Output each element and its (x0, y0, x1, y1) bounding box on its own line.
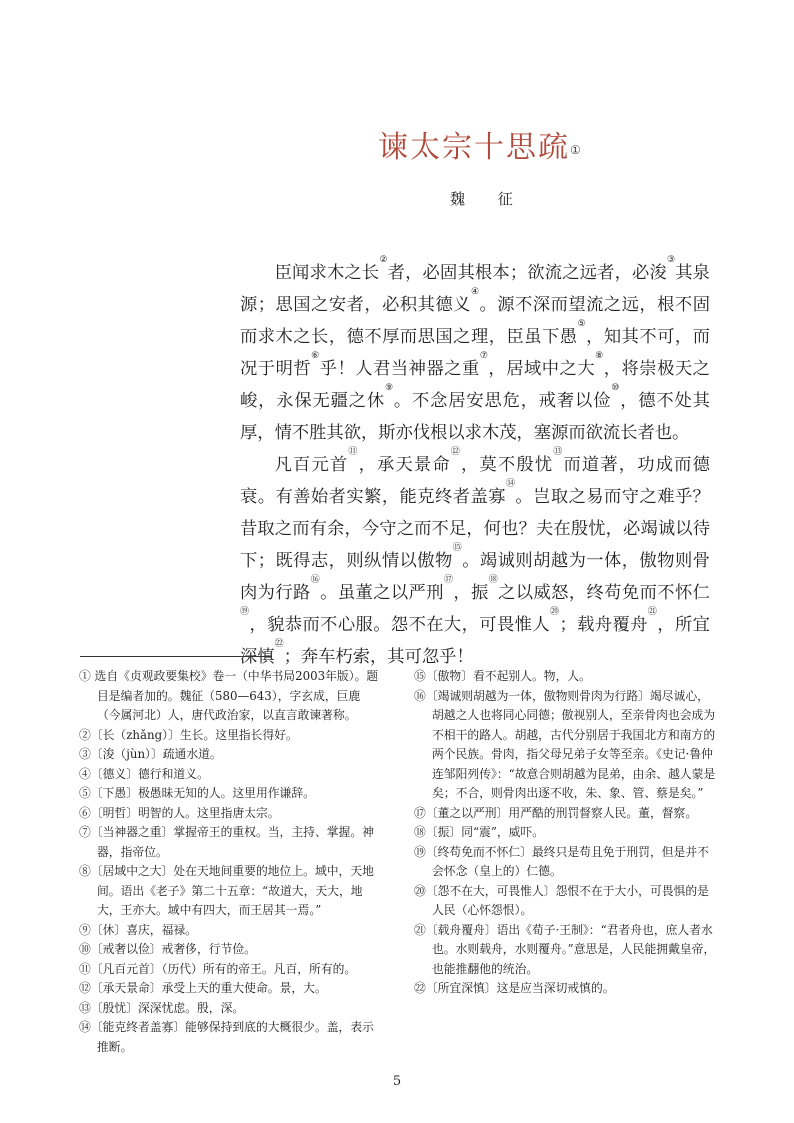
text-run: 而道著，功成而德衰。有善始者实繁，能克终者盖寡 (240, 455, 710, 507)
footnote-mark: ⑱ (488, 575, 499, 585)
footnote: ① 选自《贞观政要集校》卷一（中华书局2003年版）。题目是编者加的。魏征（580—643），字玄成，巨鹿（今属河北）人，唐代政治家，以直言敢谏著称。 (79, 669, 379, 722)
footnote: ⑫〔承天景命〕承受上天的重大使命。景，大。 (79, 981, 327, 995)
essay-body (240, 257, 710, 673)
footnote: ⑧〔居域中之大〕处在天地间重要的地位上。域中，天地间。语出《老子》第二十五章：“故道大，天大，地大，王亦大。域中有四大，而王居其一焉。” (79, 864, 374, 917)
footnote: ⑰〔董之以严刑〕用严酷的刑罚督察人民。董，督察。 (414, 805, 698, 820)
footnote-mark: ⑭ (505, 479, 516, 489)
essay-title-text: 谏太宗十思疏 (378, 130, 570, 165)
footnote: ⑲〔终苟免而不怀仁〕最终只是苟且免于刑罚，但是并不会怀念（皇上的）仁德。 (414, 844, 709, 878)
paragraph-2 (240, 449, 710, 673)
footnote-mark: ⑮ (452, 543, 463, 553)
text-run: 。竭诚则胡越为一体，傲物则骨肉为行路 (240, 551, 710, 603)
text-run: 其泉源；思国之安者，必积其德义 (240, 263, 710, 315)
author-name: 魏 征 (450, 190, 527, 208)
text-run: ，德不处其厚，情不胜其欲，斯亦伐根以求木茂，塞源而欲流长者也。 (240, 391, 710, 443)
footnote: ⑳〔怨不在大，可畏惟人〕怨恨不在于大小，可畏惧的是人民（心怀怨恨）。 (414, 883, 709, 917)
text-run: 乎！人君当神器之重 (319, 359, 480, 379)
footnote: ⑭〔能克终者盖寡〕能够保持到底的大概很少。盖，表示推断。 (79, 1020, 374, 1054)
footnote: ⑬〔殷忧〕深深忧虑。殷，深。 (79, 1000, 245, 1015)
footnote: ⑥〔明哲〕明智的人。这里指唐太宗。 (79, 805, 280, 820)
text-run: 臣闻求木之长 (274, 263, 380, 283)
text-run: ，居域中之大 (488, 359, 596, 379)
footnote-mark: ⑦ (479, 351, 489, 361)
text-run: 。虽董之以严刑 (320, 583, 444, 603)
footnote-mark: ⑰ (443, 575, 454, 585)
text-run: ；奔车朽索，其可忽乎！ (283, 647, 474, 667)
footnote: ⑱〔振〕同“震”，威吓。 (414, 825, 545, 839)
title-footnote-mark: ① (570, 143, 581, 157)
footnote: ⑮〔傲物〕看不起别人。物，人。 (414, 669, 591, 683)
text-run: ，知其不可，而况于明哲 (240, 327, 710, 379)
footnote-mark: ⑫ (450, 447, 462, 457)
text-run: ；载舟覆舟 (559, 615, 648, 635)
text-run: ，莫不殷忧 (461, 455, 554, 475)
text-run: 之以威怒，终苟免而不怀仁 (498, 583, 710, 603)
text-run: ，貌恭而不心服。怨不在大，可畏惟人 (249, 615, 551, 635)
text-run: ，所宜深慎 (240, 615, 710, 667)
footnote-mark: ⑥ (311, 351, 320, 361)
essay-title (378, 128, 581, 168)
footnote: ⑤〔下愚〕极愚昧无知的人。这里用作谦辞。 (79, 786, 315, 800)
footnote-mark: ② (379, 255, 388, 265)
paragraph-1 (240, 257, 710, 449)
footnote: ③〔浚（jùn）〕疏通水道。 (79, 747, 222, 761)
page-number: 5 (392, 1074, 402, 1089)
footnote-mark: ⑨ (384, 383, 394, 393)
footnote-mark: ⑲ (240, 607, 250, 617)
footnote: ㉑〔载舟覆舟〕语出《荀子·王制》：“君者舟也，庶人者水也。水则载舟，水则覆舟。”意思是，人民能拥戴皇帝，也能推翻他的统治。 (414, 922, 716, 976)
footnote-mark: ㉒ (274, 639, 284, 649)
footnote: ⑩〔戒奢以俭〕戒奢侈，行节俭。 (79, 942, 256, 956)
footnote-mark: ⑧ (595, 351, 604, 361)
footnote-mark: ㉑ (647, 607, 658, 617)
text-run: 。不念居安思危，戒奢以俭 (393, 391, 612, 411)
text-run: ，将崇极天之峻，永保无疆之休 (240, 359, 710, 411)
text-run: ，振 (453, 583, 489, 603)
footnote: ④〔德义〕德行和道义。 (79, 766, 209, 781)
footnote-mark: ⑯ (310, 575, 321, 585)
footnote: ㉒〔所宜深慎〕这是应当深切戒慎的。 (414, 981, 615, 995)
footnote-divider (80, 656, 272, 657)
footnote-mark: ⑳ (550, 607, 560, 617)
footnote: ⑨〔休〕喜庆，福禄。 (79, 922, 197, 937)
text-run: 凡百元首 (274, 455, 349, 475)
footnote-mark: ⑤ (577, 319, 587, 329)
text-run: 者，必固其根本；欲流之远者，必浚 (387, 263, 667, 283)
text-run: 。源不深而望流之远，根不固而求木之长，德不厚而思国之理，臣虽下愚 (240, 295, 710, 347)
footnote-mark: ⑪ (348, 447, 359, 457)
footnote: ⑦〔当神器之重〕掌握帝王的重权。当，主持、掌握。神器，指帝位。 (79, 825, 374, 859)
text-run: ，承天景命 (358, 455, 451, 475)
footnotes-left-column (79, 667, 379, 1057)
footnote: ②〔长（zhǎng）〕生长。这里指长得好。 (79, 727, 298, 742)
footnotes-right-column (414, 667, 720, 999)
text-run: 。岂取之易而守之难乎？昔取之而有余，今守之而不足，何也？夫在殷忧，必竭诚以待下；既得志，则纵情以傲物 (240, 487, 710, 571)
footnote: ⑪〔凡百元首〕（历代）所有的帝王。凡百，所有的。 (79, 961, 357, 976)
footnote-mark: ⑩ (611, 383, 621, 393)
footnote-mark: ④ (470, 287, 480, 297)
footnote: ⑯〔竭诚则胡越为一体，傲物则骨肉为行路〕竭尽诚心，胡越之人也将同心同德；傲视别人，至亲骨肉也会成为不相干的路人。胡越，古代分别居于我国北方和南方的两个民族。骨肉，指父母兄弟子女等至亲。《史记·鲁仲连邹阳列传》：“故意合则胡越为昆弟，由余、越人蒙是矣；不合，则骨肉出逐不收，朱、象、管、蔡是矣。” (414, 688, 716, 800)
footnote-mark: ⑬ (553, 447, 564, 457)
footnote-mark: ③ (666, 255, 676, 265)
